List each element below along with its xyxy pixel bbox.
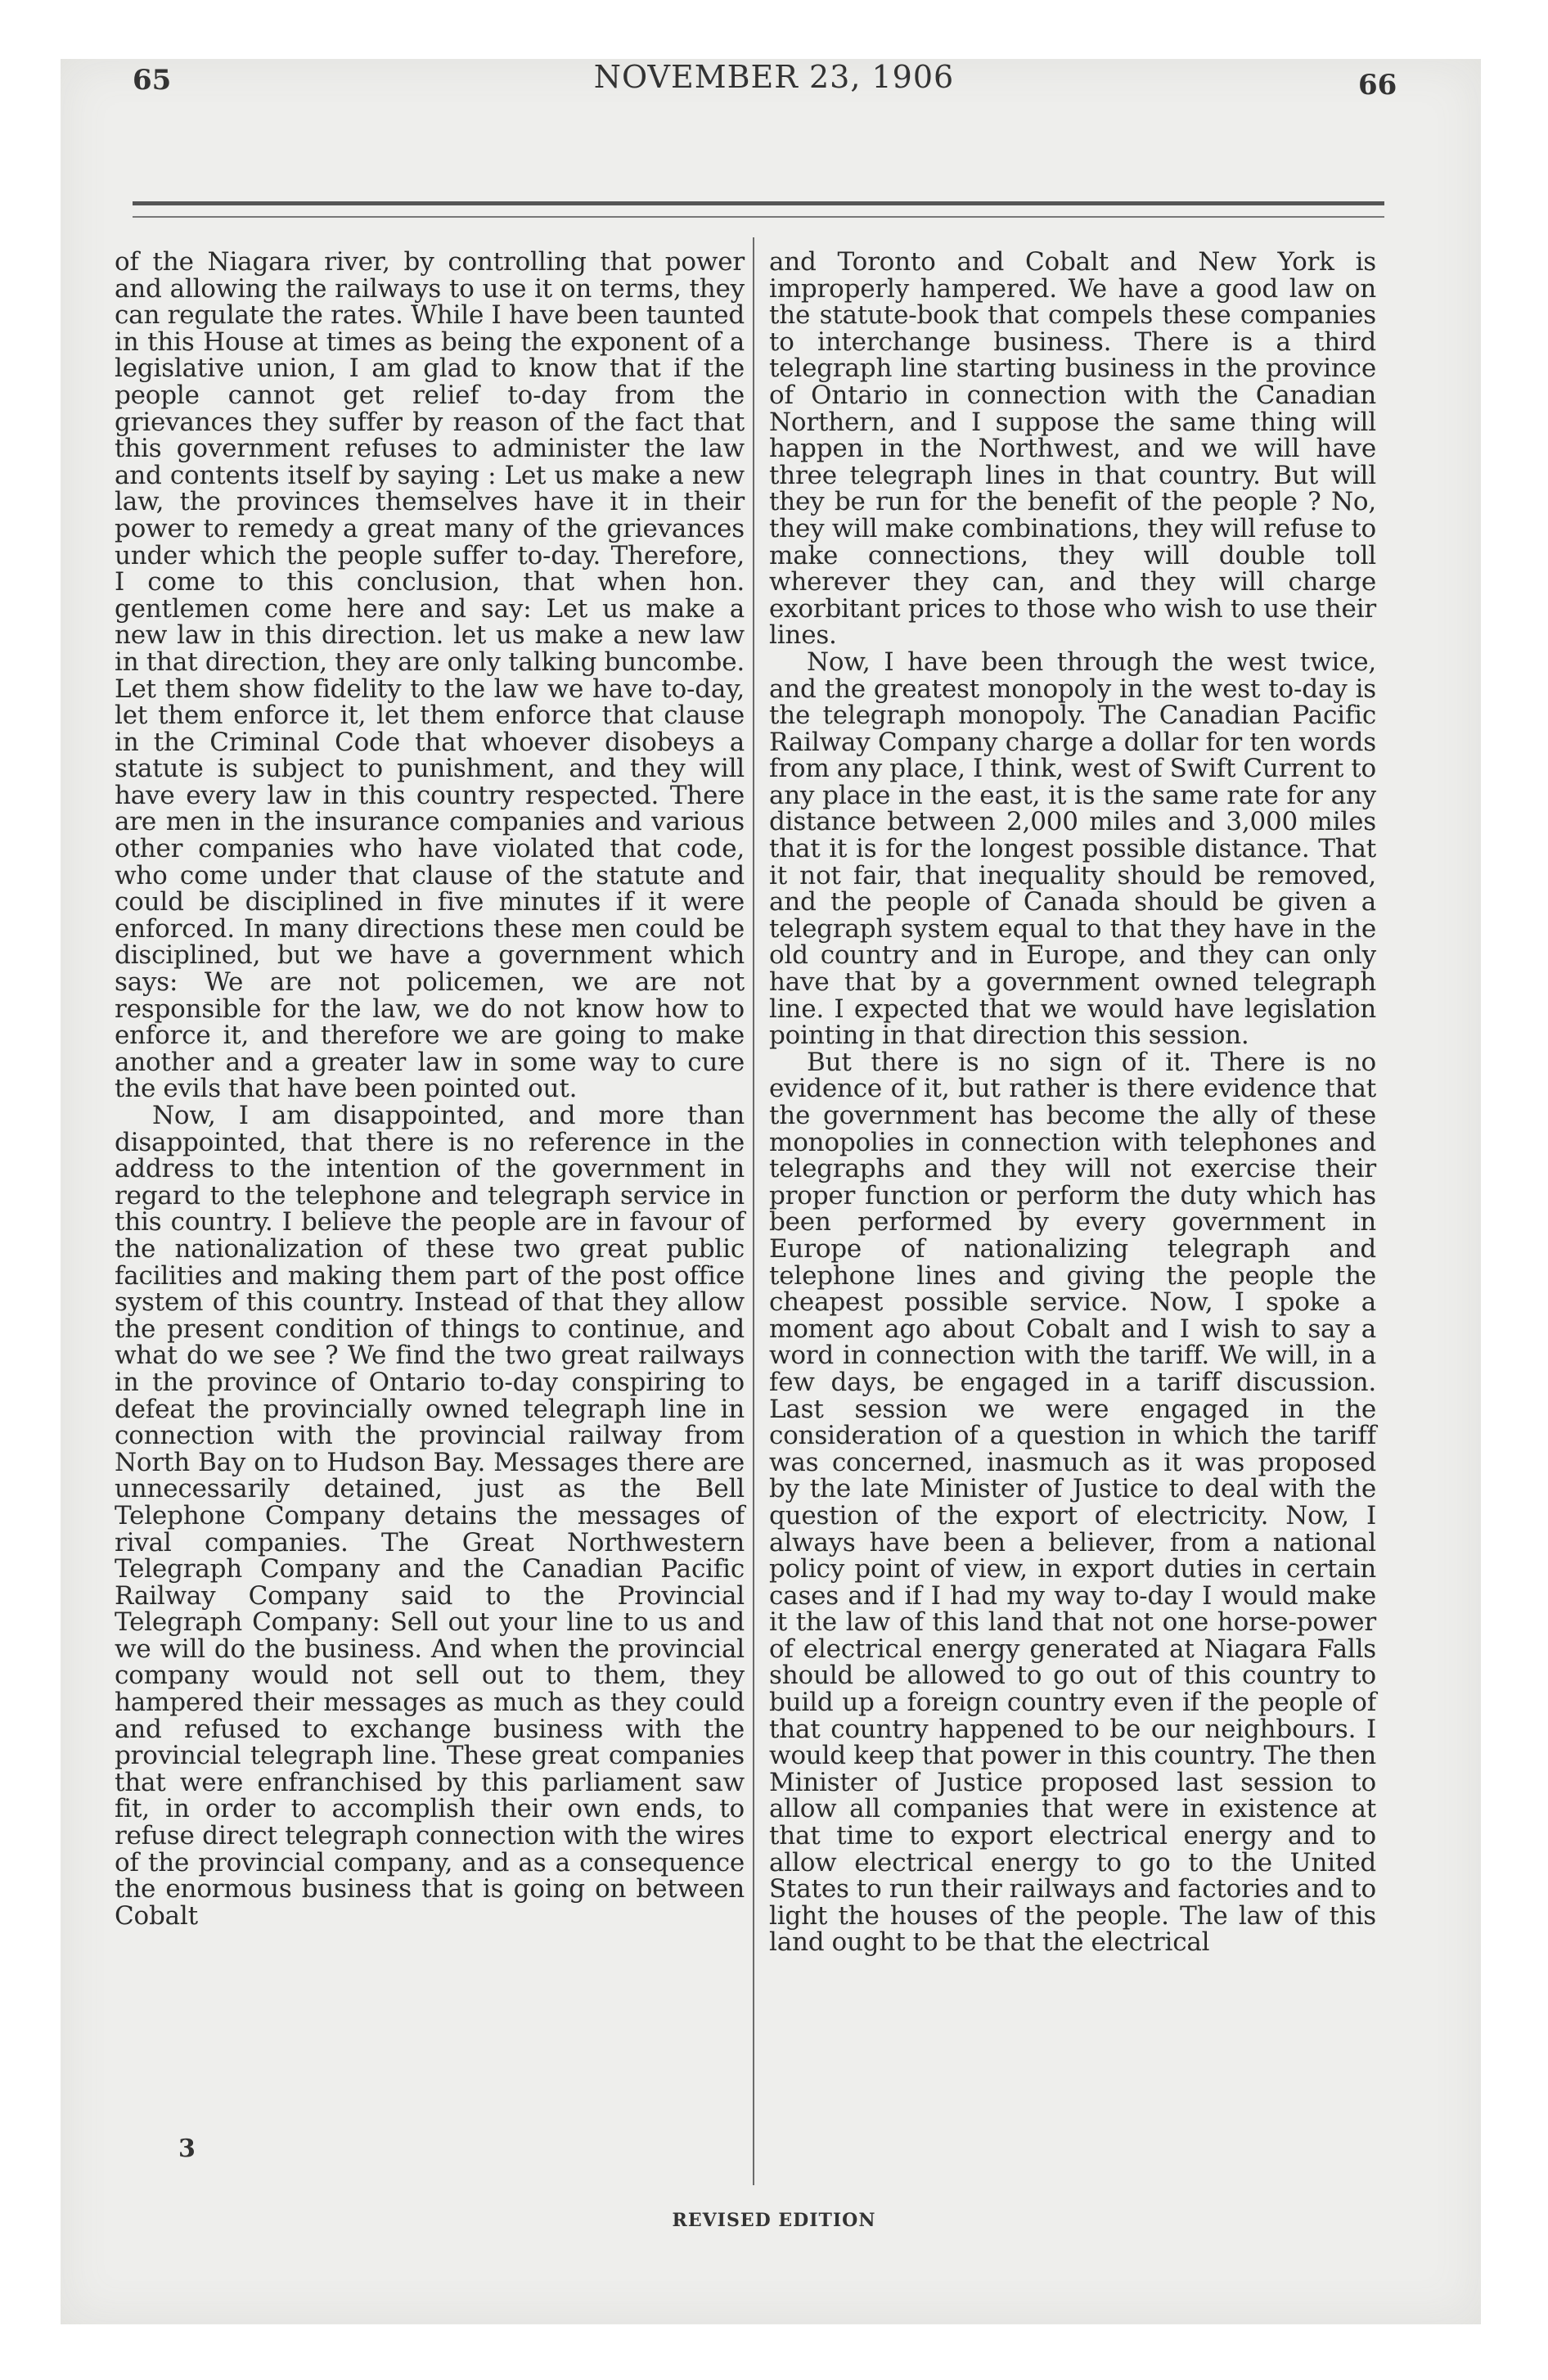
- right-column: [769, 249, 1376, 1956]
- paragraph: Now, I am disappointed, and more than disappointed, that there is no reference in the address to the intention of the government in regard to the telephone and telegraph service in this country. I believe the people are in favour of the nationalization of these two great public facilities and making them part of the post office system of this country. Instead of that they allow the present condition of things to continue, and what do we see ? We find the two great railways in the province of Ontario to-day conspiring to defeat the provincially owned telegraph line in connection with the provincial railway from North Bay on to Hudson Bay. Messages there are unnecessarily detained, just as the Bell Telephone Company detains the messages of rival companies. The Great Northwestern Telegraph Company and the Canadian Pacific Railway Company said to the Provincial Telegraph Company: Sell out your line to us and we will do the business. And when the provincial company would not sell out to them, they hampered their messages as much as they could and refused to exchange business with the provincial telegraph line. These great companies that were enfranchised by this parliament saw fit, in order to accomplish their own ends, to refuse direct telegraph connection with the wires of the provincial company, and as a consequence the enormous business that is going on between Cobalt: [115, 1101, 745, 1931]
- running-header-date: NOVEMBER 23, 1906: [593, 59, 955, 95]
- signature-mark: 3: [178, 2134, 196, 2163]
- footer-edition: REVISED EDITION: [672, 2210, 876, 2231]
- page-number-right: 66: [1358, 69, 1397, 101]
- header-rule-thick: [133, 201, 1384, 205]
- column-divider: [753, 237, 754, 2185]
- paragraph: Now, I have been through the west twice, and the greatest monopoly in the west to-day is the telegraph monopoly. The Canadian Pacific Railway Company charge a dollar for ten words from any place, I think, west of Swift Current to any place in the east, it is the same rate for any distance between 2,000 miles and 3,000 miles that it is for the longest possible distance. That it not fair, that inequality should be removed, and the people of Canada should be given a telegraph system equal to that they have in the old country and in Europe, and they can only have that by a government owned telegraph line. I expected that we would have legislation pointing in that direction this session.: [769, 647, 1376, 1051]
- page-number-left: 65: [133, 64, 172, 97]
- left-column: [115, 249, 745, 1929]
- paragraph: But there is no sign of it. There is no evidence of it, but rather is there evidence that the government has become the ally of these monopolies in connection with telephones and telegraphs and they will not exercise their proper function or perform the duty which has been performed by every government in Europe of nationalizing telegraph and telephone lines and giving the people the cheapest possible service. Now, I spoke a moment ago about Cobalt and I wish to say a word in connection with the tariff. We will, in a few days, be engaged in a tariff discussion. Last session we were engaged in the consideration of a question in which the tariff was concerned, inasmuch as it was proposed by the late Minister of Justice to deal with the question of the export of electricity. Now, I always have been a believer, from a national policy point of view, in export duties in certain cases and if I had my way to-day I would make it the law of this land that not one horse-power of electrical energy generated at Niagara Falls should be allowed to go out of this country to build up a foreign country even if the people of that country happened to be our neighbours. I would keep that power in this country. The then Minister of Justice proposed last session to allow all companies that were in existence at that time to export electrical energy and to allow electrical energy to go to the United States to run their railways and factories and to light the houses of the people. The law of this land ought to be that the electrical: [769, 1047, 1376, 1958]
- paragraph: and Toronto and Cobalt and New York is improperly hampered. We have a good law on the statute-book that compels these companies to interchange business. There is a third telegraph line starting business in the province of Ontario in connection with the Canadian Northern, and I suppose the same thing will happen in the Northwest, and we will have three telegraph lines in that country. But will they be run for the benefit of the people ? No, they will make combinations, they will refuse to make connections, they will double toll wherever they can, and they will charge exorbitant prices to those who wish to use their lines.: [769, 247, 1376, 651]
- header-rule-thin: [133, 216, 1384, 218]
- paragraph: of the Niagara river, by controlling that power and allowing the railways to use it on terms, they can regulate the rates. While I have been taunted in this House at times as being the exponent of a legislative union, I am glad to know that if the people cannot get relief to-day from the grievances they suffer by reason of the fact that this government refuses to administer the law and contents itself by saying : Let us make a new law, the provinces themselves have it in their power to remedy a great many of the grievances under which the people suffer to-day. Therefore, I come to this conclusion, that when hon. gentlemen come here and say: Let us make a new law in this direction. let us make a new law in that direction, they are only talking buncombe. Let them show fidelity to the law we have to-day, let them enforce it, let them enforce that clause in the Criminal Code that whoever disobeys a statute is subject to punishment, and they will have every law in this country respected. There are men in the insurance companies and various other companies who have violated that code, who come under that clause of the statute and could be disciplined in five minutes if it were enforced. In many directions these men could be disciplined, but we have a government which says: We are not policemen, we are not responsible for the law, we do not know how to enforce it, and therefore we are going to make another and a greater law in some way to cure the evils that have been pointed out.: [115, 247, 745, 1104]
